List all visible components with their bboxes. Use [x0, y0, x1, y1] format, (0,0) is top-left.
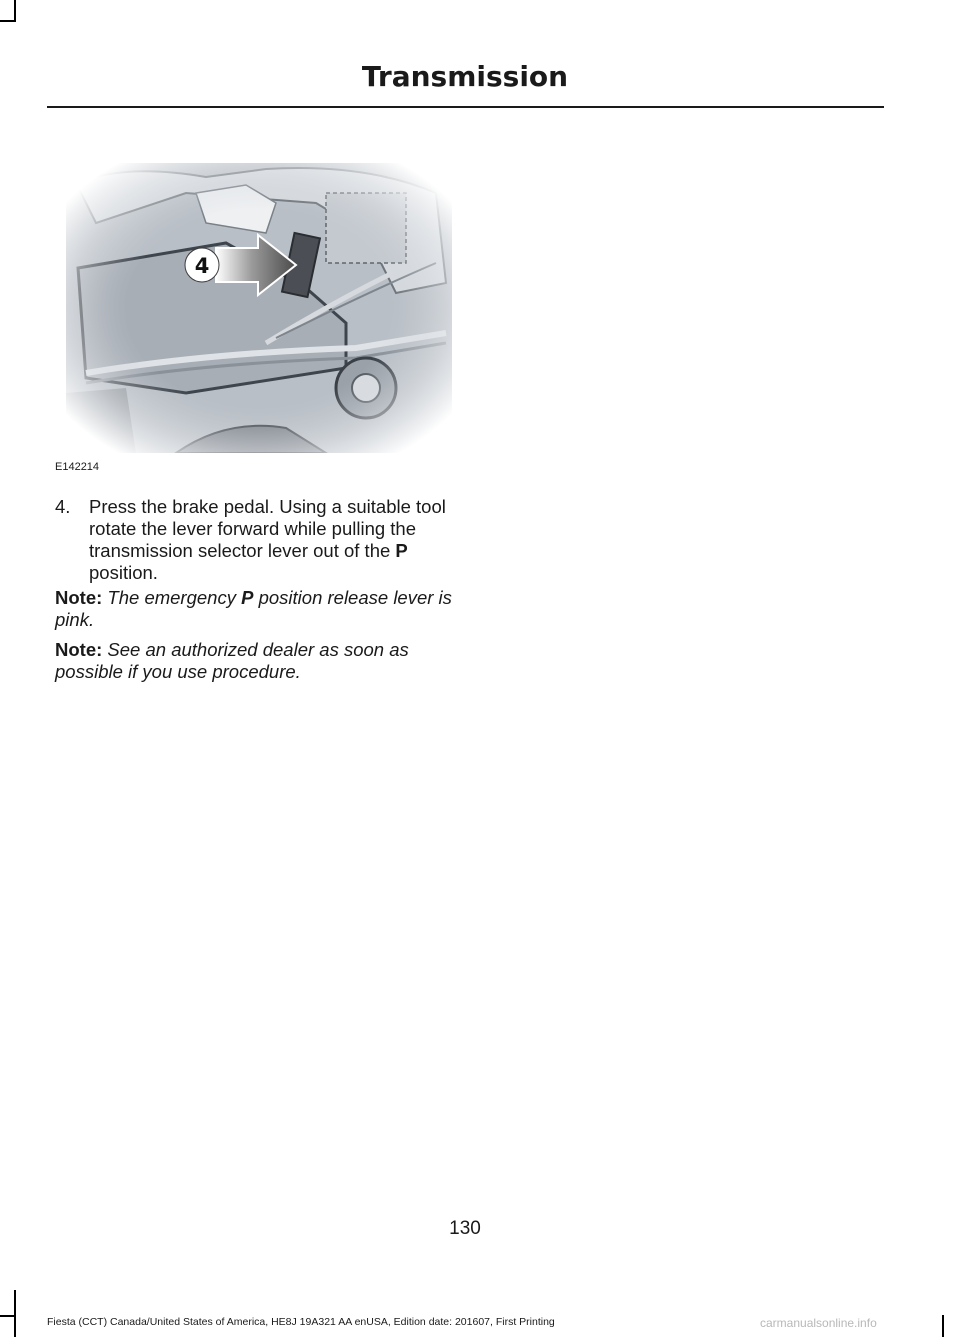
- note-2: [55, 639, 455, 683]
- step-text-after: position.: [89, 562, 158, 583]
- figure-id: E142214: [55, 461, 100, 473]
- step-text: [89, 496, 455, 584]
- crop-mark-bottom-right-v: [942, 1315, 944, 1337]
- note-text-before: The emergency: [102, 587, 242, 608]
- note-text-after: position release lever is pink.: [55, 587, 452, 630]
- header-rule: [47, 106, 884, 108]
- page-title: Transmission: [361, 60, 569, 93]
- note-text-before: See an authorized dealer as soon as possible if you use procedure.: [55, 639, 409, 682]
- page-number: 130: [449, 1218, 481, 1239]
- note-1: [55, 587, 455, 631]
- crop-mark-bottom-left-h: [0, 1315, 16, 1317]
- transmission-lever-photo: [66, 163, 452, 453]
- crop-mark-bottom-left-v: [14, 1290, 16, 1337]
- footer-text: Fiesta (CCT) Canada/United States of America, HE8J 19A321 AA enUSA, Edition date: 201607, First Printing: [47, 1316, 555, 1328]
- note-emphasis: P: [241, 587, 254, 608]
- step-emphasis: P: [395, 540, 408, 561]
- step-text-before: Press the brake pedal. Using a suitable tool rotate the lever forward while pulling the transmission selector lever out of the: [89, 496, 446, 561]
- watermark: carmanualsonline.info: [760, 1316, 877, 1330]
- note-label: Note:: [55, 639, 103, 660]
- step-4: [55, 496, 455, 584]
- note-label: Note:: [55, 587, 103, 608]
- step-number: 4.: [55, 496, 71, 517]
- crop-mark-top-left-h: [0, 20, 16, 22]
- figure-callout-number: 4: [194, 254, 210, 278]
- crop-mark-top-left-v: [14, 0, 16, 22]
